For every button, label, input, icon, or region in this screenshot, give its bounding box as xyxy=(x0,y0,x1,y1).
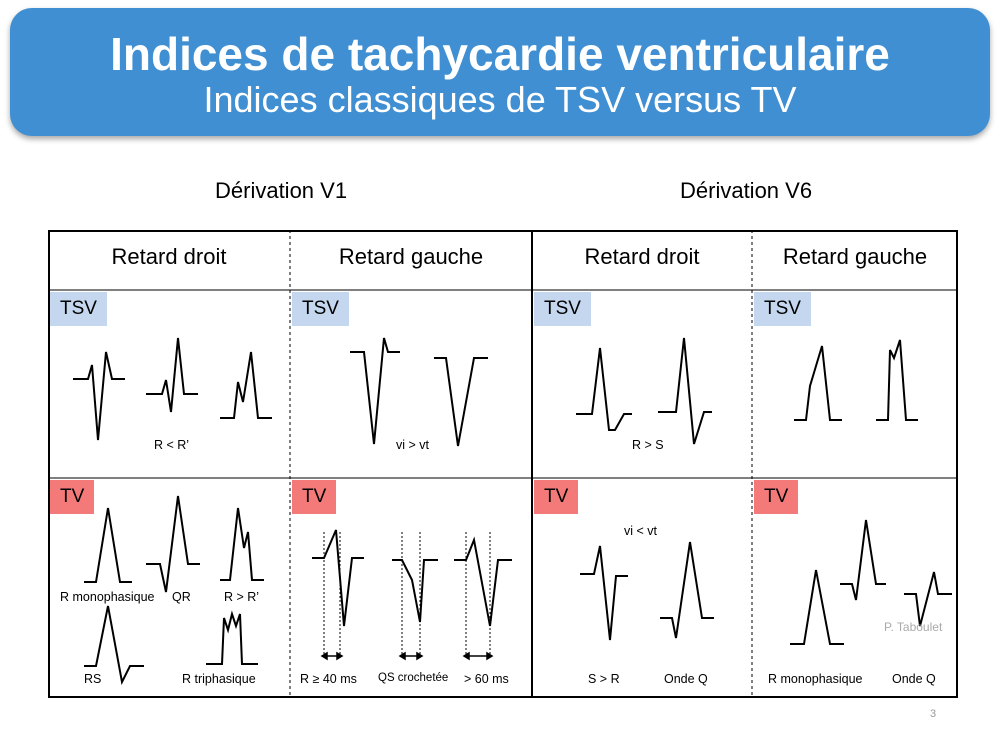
ecg-v1-rd-tv-qr xyxy=(146,496,200,592)
col-header-v6-retard-droit: Retard droit xyxy=(584,244,700,269)
tv-tag-v6-rd: TV xyxy=(534,480,578,514)
col-header-v6-retard-gauche: Retard gauche xyxy=(782,244,928,269)
label-v1-rd-tv-rr: R > R’ xyxy=(224,590,260,604)
title-banner xyxy=(10,8,990,136)
tv-tag-v1-rg: TV xyxy=(292,480,336,514)
label-v6-rd-tsv: R > S xyxy=(632,438,664,452)
label-v1-rg-tsv: vi > vt xyxy=(396,438,429,452)
ecg-v6-rd-tv-2 xyxy=(660,542,714,638)
label-v6-rg-tv-q: Onde Q xyxy=(892,672,936,686)
ecg-v6-rg-tv-q xyxy=(904,572,952,626)
tsv-tag-v6-rd: TSV xyxy=(534,292,591,326)
ecg-v1-rd-tv-tri xyxy=(206,614,258,664)
tv-tag-v6-rg: TV xyxy=(754,480,798,514)
ecg-waveforms xyxy=(48,230,958,698)
label-v1-rd-tv-qr: QR xyxy=(172,590,191,604)
ecg-v1-rd-tv-rr xyxy=(220,508,264,580)
ecg-v6-rd-tsv-2 xyxy=(658,338,712,444)
col-header-v1-retard-droit: Retard droit xyxy=(111,244,227,269)
slide-subtitle: Indices classiques de TSV versus TV xyxy=(203,79,797,120)
ecg-v1-rd-tsv-1 xyxy=(73,352,125,440)
ecg-v1-rd-tv-rs xyxy=(84,606,144,682)
ecg-v6-rg-tv-mono xyxy=(790,570,844,644)
ecg-v1-rg-tv-2 xyxy=(392,560,438,622)
ecg-v6-rg-tv-2 xyxy=(840,520,886,600)
label-v1-rg-tv-qs: QS crochetée xyxy=(378,672,449,684)
lead-v1-label: Dérivation V1 xyxy=(215,178,348,203)
tsv-tag-v1-rg: TSV xyxy=(292,292,349,326)
label-v1-rd-tv-rs: RS xyxy=(84,672,102,686)
author-credit: P. Taboulet xyxy=(884,620,943,634)
ecg-v6-rd-tv-1 xyxy=(580,546,628,640)
comparison-grid xyxy=(48,230,958,698)
label-v6-rd-tv-vivt: vi < vt xyxy=(624,524,657,538)
page-number: 3 xyxy=(930,708,937,720)
ecg-v1-rg-tv-1 xyxy=(312,530,364,626)
ecg-v1-rg-tsv-1 xyxy=(350,338,400,444)
ecg-v1-rd-tsv-3 xyxy=(220,352,272,418)
ecg-v6-rg-tsv-2 xyxy=(876,340,918,420)
label-v1-rd-tv-mono: R monophasique xyxy=(60,590,155,604)
tv-tag-v1-rd: TV xyxy=(50,480,94,514)
label-v1-rg-tv-40: R ≥ 40 ms xyxy=(300,672,357,686)
lead-v6-label: Dérivation V6 xyxy=(680,178,813,203)
ecg-v6-rd-tsv-1 xyxy=(576,348,632,430)
ecg-v1-rd-tsv-2 xyxy=(146,338,198,412)
ecg-v1-rg-tv-3 xyxy=(454,540,512,626)
label-v6-rd-tv-q: Onde Q xyxy=(664,672,708,686)
label-v1-rd-tv-tri: R triphasique xyxy=(182,672,256,686)
label-v1-rd-tsv: R < R’ xyxy=(154,438,190,452)
col-header-v1-retard-gauche: Retard gauche xyxy=(338,244,484,269)
label-v1-rg-tv-60: > 60 ms xyxy=(464,672,509,686)
tsv-tag-v6-rg: TSV xyxy=(754,292,811,326)
label-v6-rd-tv-sr: S > R xyxy=(588,672,620,686)
ecg-v1-rg-tsv-2 xyxy=(434,358,488,446)
tsv-tag-v1-rd: TSV xyxy=(50,292,107,326)
ecg-v6-rg-tsv-1 xyxy=(794,346,842,420)
label-v6-rg-tv-mono: R monophasique xyxy=(768,672,863,686)
slide-title: Indices de tachycardie ventriculaire xyxy=(110,28,890,80)
ecg-v1-rd-tv-mono xyxy=(84,508,132,582)
